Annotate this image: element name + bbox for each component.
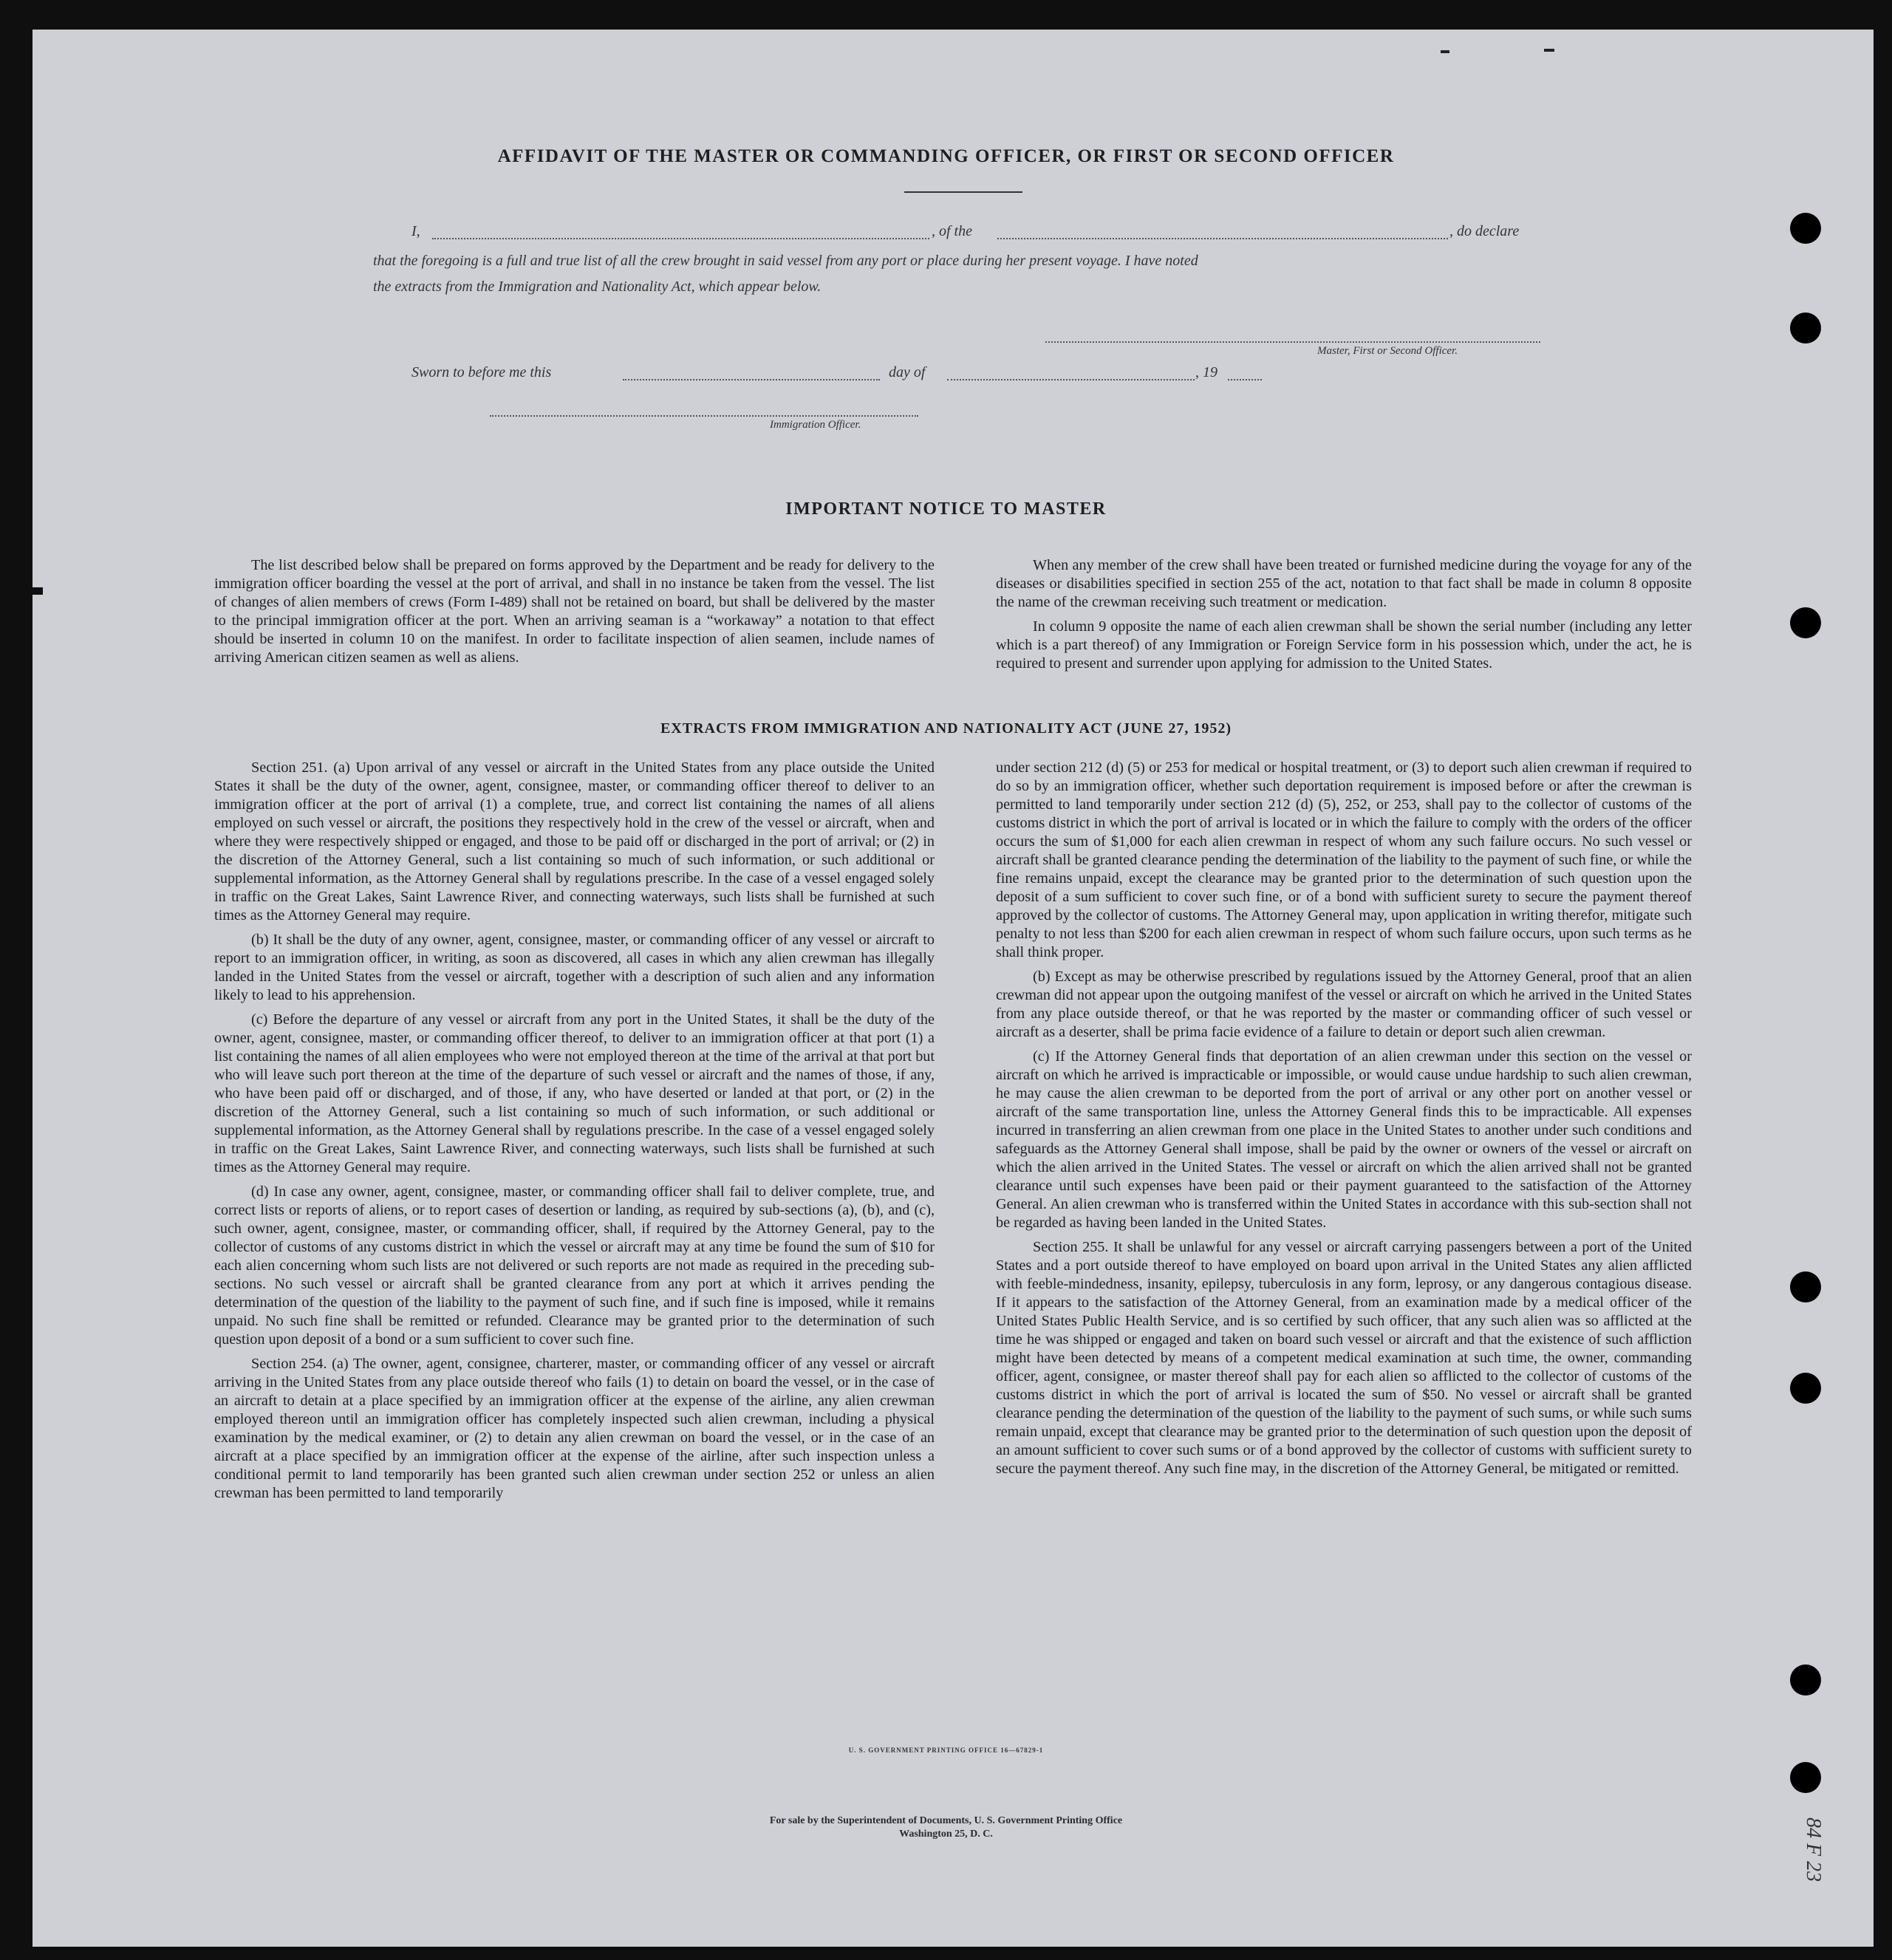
section-251-a: Section 251. (a) Upon arrival of any vessel or aircraft in the United States from any place outside the United States it shall be the duty of the owner, agent, consignee, master, or commanding officer thereof to deliver to an immigration officer at the port of arrival (1) a complete, true, and correct list containing the names of all aliens employed on such vessel or aircraft, the positions they respectively hold in the crew of the vessel or aircraft, when and where they were respectively shipped or engaged, and those to be paid off or discharged in the port of arrival; or (2) in the discretion of the Attorney General, such a list containing so much of such information, or such additional or supplemental information, as the Attorney General shall by regulations prescribe. In the case of a vessel engaged solely in traffic on the Great Lakes, Saint Lawrence River, and connecting waterways, such lists shall be furnished at such times as the Attorney General may require. (214, 759, 935, 923)
notice-right-paragraph-2: In column 9 opposite the name of each alien crewman shall be shown the serial number (including any letter which is a part thereof) of any Immigration or Foreign Service form in his possession which, under the act, he is required to present and surrender upon applying for admission to the United States. (996, 618, 1692, 672)
affidavit-line-2: that the foregoing is a full and true list of all the crew brought in said vessel from any port or place during her present voyage. I have noted (373, 253, 1198, 269)
sworn-day-field[interactable] (623, 379, 880, 380)
master-signature-field[interactable] (1045, 341, 1540, 343)
notice-left-paragraph: The list described below shall be prepared on forms approved by the Department and be ready for delivery to the immigration officer boarding the vessel at the port of arrival, and shall in no instance be taken from the vessel. The list of changes of alien members of crews (Form I-489) shall not be retained on board, but shall be delivered by the master to the principal immigration officer at the port. When an arriving seaman is a “workaway” a notation to that effect should be inserted in column 10 on the manifest. In order to facilitate inspection of alien seamen, include names of arriving American citizen seamen as well as aliens. (214, 557, 935, 666)
footer-line-2: Washington 25, D. C. (899, 1828, 993, 1840)
section-251-d: (d) In case any owner, agent, consignee, master, or commanding officer shall fail to deliver complete, true, and correct lists or reports of aliens, or to report cases of desertion or landing, as required by sub-sections (a), (b), and (c), such owner, agent, consignee, master, or commanding officer, shall, if required by the Attorney General, pay to the collector of customs of any customs district in which the vessel or aircraft may at any time be found the sum of $10 for each alien concerning whom such lists are not delivered or such reports are not made as required in the preceding sub-sections. No such vessel or aircraft shall be granted clearance from any port at which it arrives pending the determination of the question of the liability to the payment of such fine, and if such fine is imposed, while it remains unpaid. No such fine shall be remitted or refunded. Clearance may be granted prior to the determination of such question upon deposit of a bond or a sum sufficient to cover such fine. (214, 1184, 935, 1348)
speck (1544, 49, 1554, 52)
punch-hole (1790, 607, 1821, 638)
page-notch (31, 587, 43, 595)
printer-line: U. S. GOVERNMENT PRINTING OFFICE 16—67829-1 (848, 1746, 1044, 1754)
footer-line-1: For sale by the Superintendent of Documents, U. S. Government Printing Office (769, 1815, 1123, 1826)
section-254-c: (c) If the Attorney General finds that deportation of an alien crewman under this section on the vessel or aircraft on which he arrived is impracticable or impossible, or would cause undue hardship to such alien crewman, he may cause the alien crewman to be deported from the port of arrival or any other port on another vessel or aircraft of the same transportation line, unless the Attorney General finds this to be impracticable. All expenses incurred in transferring an alien crewman from one place in the United States to another under such conditions and safeguards as the Attorney General shall impose, shall be paid by the owner or owners of the vessel or aircraft on which the alien arrived in the United States. The vessel or aircraft on which the alien arrived shall not be granted clearance until such expenses have been paid or their payment guaranteed to the satisfaction of the Attorney General. An alien crewman who is transferred within the United States in accordance with this sub-section shall not be regarded as having been landed in the United States. (996, 1048, 1692, 1231)
sworn-year-field[interactable] (1228, 379, 1262, 380)
extracts-left-column (214, 759, 935, 1509)
affidavit-line-3: the extracts from the Immigration and Nationality Act, which appear below. (373, 279, 822, 295)
section-251-b: (b) It shall be the duty of any owner, agent, consignee, master, or commanding officer of any vessel or aircraft to report to an immigration officer, in writing, as soon as discovered, all cases in which any alien crewman has illegally landed in the United States from the vessel or aircraft, together with a description of such alien and any information likely to lead to his apprehension. (214, 932, 935, 1003)
officer-signature-field[interactable] (490, 415, 918, 417)
extracts-title: EXTRACTS FROM IMMIGRATION AND NATIONALITY ACT (JUNE 27, 1952) (660, 720, 1232, 737)
master-caption: Master, First or Second Officer. (1317, 345, 1458, 357)
officer-caption: Immigration Officer. (770, 419, 861, 431)
punch-hole (1790, 1373, 1821, 1404)
title-rule (904, 191, 1022, 193)
section-251-c: (c) Before the departure of any vessel or aircraft from any port in the United States, it shall be the duty of the owner, agent, consignee, master, or commanding officer thereof, to deliver to an immigration officer at that port (1) a list containing the names of all alien employees who were not employed thereon at the time of the arrival at that port but who will leave such port thereon at the time of the departure of such vessel or aircraft and the names of those, if any, who have been paid off or discharged, and of those, if any, who have deserted or landed at that port, or (2) in the discretion of the Attorney General, such a list containing so much of such information, or such additional or supplemental information, as the Attorney General shall by regulations prescribe. In the case of a vessel engaged solely in traffic on the Great Lakes, Saint Lawrence River, and connecting waterways, such lists shall be furnished at such times as the Attorney General may require. (214, 1011, 935, 1175)
handwritten-annotation: 84 F 23 (1802, 1817, 1825, 1882)
sworn-label: Sworn to before me this (411, 364, 552, 380)
punch-hole (1790, 1271, 1821, 1302)
section-254-a-continued: under section 212 (d) (5) or 253 for medical or hospital treatment, or (3) to deport such alien crewman if required to do so by an immigration officer, whether such deportation requirement is imposed before or after the crewman is permitted to land temporarily under section 212 (d) (5), 252, or 253, shall pay to the collector of customs of the customs district in which the port of arrival is located or in which the failure to comply with the orders of the officer occurs the sum of $1,000 for each alien crewman in respect of whom any such failure occurs. No such vessel or aircraft shall be granted clearance pending the determination of the liability to the payment of such fine, or while the fine remains unpaid, except the clearance may be granted prior to the determination of such question upon the deposit of a sum sufficient to cover such fine, or of a bond with sufficient surety to secure the payment thereof approved by the collector of customs. The Attorney General may, upon application in writing therefor, mitigate such penalty to not less than $200 for each alien crewman in respect of whom such failure occurs, upon such terms as he shall think proper. (996, 759, 1692, 960)
notice-right-column (996, 556, 1692, 679)
declarant-name-field[interactable] (432, 238, 929, 239)
footer (0, 1814, 1892, 1841)
punch-hole (1790, 1762, 1821, 1793)
section-254-b: (b) Except as may be otherwise prescribed by regulations issued by the Attorney General, proof that an alien crewman did not appear upon the outgoing manifest of the vessel or aircraft on which he arrived in the United States from any place outside thereof, or that he was reported by the master or commanding officer of such vessel or aircraft as a deserter, shall be prima facie evidence of a failure to detain or deport such alien crewman. (996, 969, 1692, 1040)
year-label: , 19 (1195, 364, 1217, 380)
of-the-label: , of the (932, 223, 972, 239)
vessel-name-field[interactable] (997, 238, 1448, 239)
sworn-month-field[interactable] (947, 379, 1195, 380)
notice-title: IMPORTANT NOTICE TO MASTER (785, 499, 1107, 519)
affidavit-i-label: I, (411, 223, 420, 239)
affidavit-title: AFFIDAVIT OF THE MASTER OR COMMANDING OFFICER, OR FIRST OR SECOND OFFICER (497, 146, 1395, 166)
notice-right-paragraph-1: When any member of the crew shall have been treated or furnished medicine during the voyage for any of the diseases or disabilities specified in section 255 of the act, notation to that fact shall be made in column 8 opposite the name of the crewman receiving such treatment or medication. (996, 557, 1692, 610)
section-255: Section 255. It shall be unlawful for any vessel or aircraft carrying passengers between a port of the United States and a port outside thereof to have employed on board upon arrival in the United States any alien afflicted with feeble-mindedness, insanity, epilepsy, tuberculosis in any form, leprosy, or any dangerous contagious disease. If it appears to the satisfaction of the Attorney General, from an examination made by a medical officer of the United States Public Health Service, and is so certified by such officer, that any such alien was so afflicted at the time he was shipped or engaged and taken on board such vessel or aircraft and that the existence of such affliction might have been detected by means of a competent medical examination at such time, the owner, commanding officer, agent, consignee, or master thereof shall pay for each alien so afflicted to the collector of customs of the customs district in which the port of arrival is located the sum of $50. No vessel or aircraft shall be granted clearance pending the determination of the question of the liability to the payment of such sums, or while such sums remain unpaid, except that clearance may be granted prior to the determination of such question upon the deposit of an amount sufficient to cover such sums or of a bond approved by the collector of customs with sufficient surety to secure the payment thereof. Any such fine may, in the discretion of the Attorney General, be mitigated or remitted. (996, 1239, 1692, 1477)
punch-hole (1790, 1664, 1821, 1696)
extracts-right-column (996, 759, 1692, 1484)
section-254-a: Section 254. (a) The owner, agent, consignee, charterer, master, or commanding officer of any vessel or aircraft arriving in the United States from any place outside thereof who fails (1) to detain on board the vessel, or in the case of an aircraft to detain at a place specified by an immigration officer at the expense of the airline, any alien crewman employed thereon until an immigration officer has completely inspected such alien crewman, including a physical examination by the medical examiner, or (2) to detain any alien crewman on board the vessel, or in the case of an aircraft at a place specified by an immigration officer at the expense of the airline, after such inspection unless a conditional permit to land temporarily has been granted such alien crewman under section 252 or unless an alien crewman has been permitted to land temporarily (214, 1356, 935, 1501)
speck (1441, 50, 1449, 53)
punch-hole (1790, 213, 1821, 244)
punch-hole (1790, 313, 1821, 344)
do-declare-label: , do declare (1449, 223, 1520, 239)
day-of-label: day of (889, 364, 926, 380)
